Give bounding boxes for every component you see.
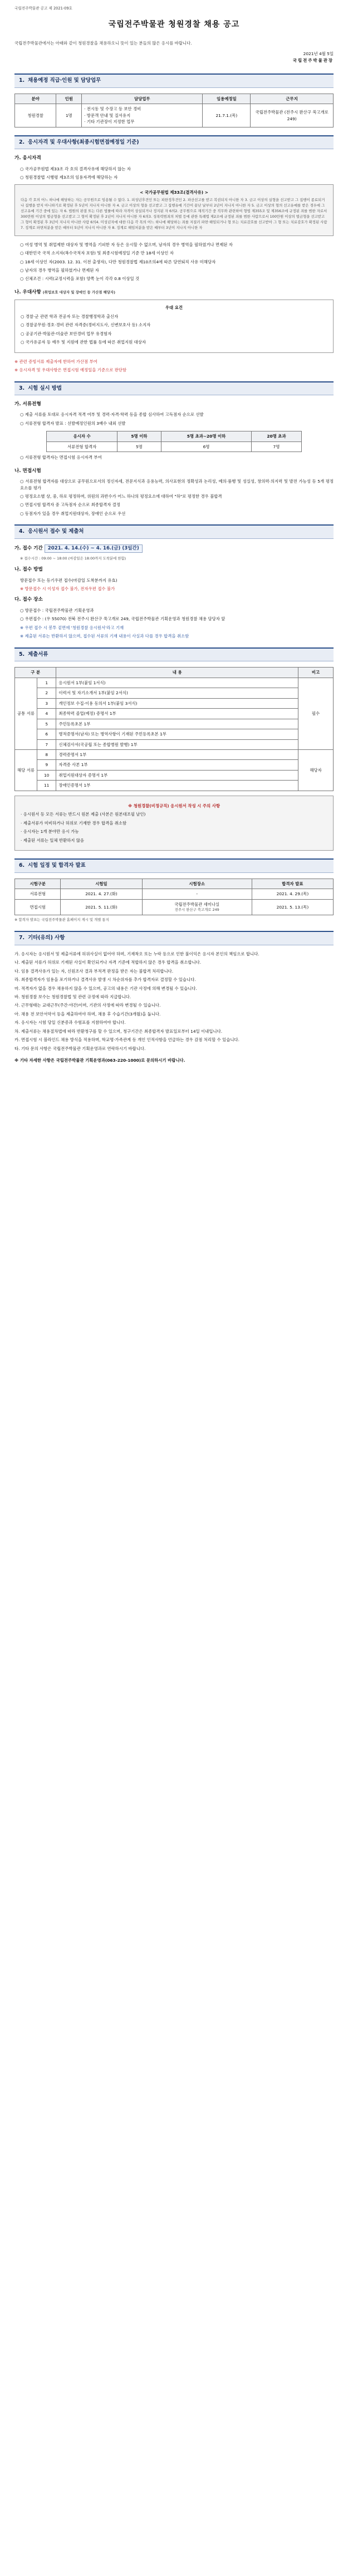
table-cell: 청원경찰 [15,104,56,127]
table-header-row [15,668,334,678]
documents-table [14,667,334,791]
section-title: 채용예정 직급·인원 및 담당업무 [28,77,101,84]
table-cell: 2021. 4. 29.(목) [252,889,333,899]
list-item: ○ 대한민국 국적 소지자(복수국적자 포함) 및 최종시험예정일 기준 만 18세 이상인 자 [20,251,174,256]
duty-item: · 방문객 안내 및 질서유지 [84,112,131,118]
list-item: 자. 응시자는 시험 당일 신분증과 수험표를 지참하여야 합니다. [14,1020,126,1026]
table-header-cell: 시험구분 [15,879,61,889]
table-header-cell: 5명 이하 [117,431,161,441]
table-row [15,739,334,749]
section-title: 시험 일정 및 합격자 발표 [28,862,86,869]
table-header-cell: 담당업무 [82,94,203,104]
table-row [15,104,334,127]
note-text: ※ 방문접수 시 이성자 접수 불가, 전자우편 접수 불가 [20,586,115,592]
list-item: · 응시원서 등 모든 서류는 반드시 원본 제출 (사본은 원본대조필 날인) [21,812,146,817]
list-item: 마. 적격자가 없을 경우 채용하지 않을 수 있으며, 공고의 내용은 기관 사정에 의해 변경될 수 있습니다. [14,985,197,991]
table-cell: 6 [37,729,56,739]
list-item: 다. 임용 결격사유가 있는 자, 신원조사 결과 부적격 판정을 받은 자는 불합격 처리합니다. [14,968,174,974]
table-cell: 7명 [252,441,301,452]
list-item: ○ 공공기관·박물관·미술관 보안경비 업무 유경험자 [21,331,112,336]
table-cell: 최종학력 졸업(예정) 증명서 1부 [56,709,298,719]
table-cell: 주민등록초본 1부 [56,719,298,729]
note-text: ※ 제출된 서류는 반환하지 않으며, 접수된 서류의 기재 내용이 사실과 다를 경우 합격을 취소함 [20,634,189,639]
table-cell: 장애인증명서 1부 [56,781,298,791]
section-number: 5. [19,651,25,658]
list-item: ○ 방문접수 : 국립전주박물관 기획운영과 [20,607,94,613]
note-text: ※ 합격자 발표는 국립전주박물관 홈페이지 게시 및 개별 통지 [14,917,109,923]
table-cell: - [142,889,252,899]
issuer-name: 국립전주박물관장 [292,57,334,63]
table-header-cell: 비고 [298,668,334,678]
list-item: ○ 국가유공자 등 예우 및 지원에 관한 법률 등에 따른 취업지원 대상자 [21,340,146,345]
section-number: 6. [19,862,25,869]
subsection-title: 다. 접수 장소 [14,597,43,603]
table-cell: 해당자 [298,750,334,791]
table-row [15,729,334,739]
section-number: 7. [19,935,25,941]
note-text: ※ 응시자격 및 우대사항은 면접시험 예정일을 기준으로 판단함 [14,367,127,373]
caution-box-title: ※ 청원경찰(비정규직) 응시원서 작성 시 주의 사항 [128,803,220,808]
table-cell: 병적증명서(남자) 또는 병역사항이 기재된 주민등록초본 1부 [56,729,298,739]
section-number: 4. [19,528,25,535]
list-item: ○ 국가공무원법 제33조 각 호의 결격사유에 해당하지 않는 자 [20,166,131,171]
table-cell: 필수 [298,678,334,749]
table-header-cell: 응시자 수 [47,431,117,441]
table-row [47,441,301,452]
page-title: 국립전주박물관 청원경찰 채용 공고 [108,20,240,30]
table-row [15,688,334,698]
announcement-number: 국립전주박물관 공고 제 2021-09호 [14,6,72,11]
venue-address: 전주시 완산구 쑥고개로 249 [174,907,219,912]
subsection-label: 가. 접수 기간 [14,546,43,551]
table-row [15,770,334,780]
list-item: ○ 평정요소별 상, 중, 하로 평정하며, 위원의 과반수가 어느 하나의 평정요소에 대하여 "하"로 평정한 경우 불합격 [20,494,222,499]
group-label: 해당 서류 [15,750,37,791]
list-item: · 제출된 서류는 일체 반환하지 않음 [21,837,85,843]
table-cell: 서류전형 [15,889,61,899]
law-box-title: < 국가공무원법 제33조(결격사유) > [140,189,208,195]
list-item: ○ 우편접수 : (우 55070) 전북 전주시 완산구 쑥고개로 249, 국립전주박물관 기획운영과 청원경찰 채용 담당자 앞 [20,616,226,622]
table-cell: 2021. 4. 27.(화) [61,889,142,899]
section-title: 시험 실시 방법 [28,385,62,391]
table-cell: 3 [37,698,56,708]
table-header-cell: 인원 [56,94,82,104]
table-header-cell: 내 용 [56,668,298,678]
table-cell: 2021. 5. 11.(화) [61,899,142,915]
contact-info: ※ 기타 자세한 사항은 국립전주박물관 기획운영과(063-220-1000)로 문의하시기 바랍니다. [14,1058,185,1063]
subsection-title [14,289,334,296]
venue-cell [142,899,252,915]
table-header-cell: 20명 초과 [252,431,301,441]
preference-box [14,300,334,352]
list-item: 바. 청원경찰 보수는 청원경찰법 및 관련 규정에 따라 지급합니다. [14,994,131,999]
table-row [15,899,334,915]
table-header-row [15,879,334,889]
table-cell: 11 [37,781,56,791]
table-cell: 5명 [117,441,161,452]
list-item: · 제출서류가 미비하거나 허위로 기재한 경우 합격을 취소함 [21,820,127,826]
signature-block [14,51,334,63]
subsection-title: 나. 면접시험 [14,468,41,474]
subsection-note: (취업보호 대상자 및 장애인 등 가산점 해당자) [42,290,116,295]
list-item: ○ 동점자가 있을 경우 취업지원대상자, 장애인 순으로 우선 [20,511,126,516]
table-cell: 21.7.1.(목) [203,104,251,127]
table-cell: 신체검사서(국공립 또는 종합병원 발행) 1부 [56,739,298,749]
subsection-title: 가. 서류전형 [14,401,41,408]
list-item: 라. 최종합격자가 임용을 포기하거나 결격사유 발생 시 차순위자를 추가 합격자로 결정할 수 있습니다. [14,977,196,983]
table-row [15,781,334,791]
table-row [15,709,334,719]
duties-cell [82,104,203,127]
table-cell: 1명 [56,104,82,127]
table-cell: 5 [37,719,56,729]
table-cell: 2 [37,688,56,698]
table-row [15,719,334,729]
table-cell: 6명 [161,441,251,452]
preference-box-title: 우대 요건 [165,305,183,311]
list-item: ○ 서류전형 합격자 발표 : 선발예정인원의 3배수 내외 선발 [20,420,126,426]
table-row [15,698,334,708]
list-item: 방문접수 또는 등기우편 접수(마감일 도착분까지 유효) [20,577,117,583]
section-3-header [14,381,334,396]
table-cell: 4 [37,709,56,719]
venue-name: 국립전주박물관 세미나실 [174,901,220,907]
list-item: ○ 서류전형 합격자는 면접시험 응시자격 부여 [20,455,102,460]
section-5-header [14,647,334,662]
list-item: 사. 근무형태는 교대근무(주간·야간)이며, 기관의 사정에 따라 변경될 수 있습니다. [14,1003,161,1008]
table-header-cell: 5명 초과~20명 이하 [161,431,251,441]
section-4-header [14,524,334,539]
section-2-header [14,135,334,150]
intro-text: 국립전주박물관에서는 아래와 같이 청원경찰을 채용하오니 뜻이 있는 분들의 많은 응시를 바랍니다. [14,40,192,46]
list-item: ○ 경찰·군 관련 학과 전공자 또는 경찰행정학과 출신자 [21,313,119,319]
list-item: 타. 기타 문의 사항은 국립전주박물관 기획운영과로 연락하시기 바랍니다. [14,1046,146,1051]
table-header-row [15,94,334,104]
table-cell: 10 [37,770,56,780]
table-cell: 이력서 및 자기소개서 1부(붙임 2서식) [56,688,298,698]
list-item: 가. 응시자는 응시원서 및 제출서류에 허위사실이 없어야 하며, 기재착오 또는 누락 등으로 인한 불이익은 응시자 본인의 책임으로 합니다. [14,951,259,956]
list-item: ○ 18세 이상인 자(2003. 12. 31. 이전 출생자), 다만 청원경찰법 제10조의4에 따른 당연퇴직 사유 미해당자 [20,259,216,264]
list-item: 나. 제출된 서류가 허위로 기재된 사실이 확인되거나 자격 기준에 적합하지 않은 경우 합격을 취소합니다. [14,960,202,965]
list-item: ○ 청원경찰법 시행령 제3조의 임용자격에 해당하는 자 [20,175,118,180]
law-box [14,184,334,236]
table-header-cell: 시험일 [61,879,142,889]
list-item: 카. 면접시험 시 블라인드 채용 방식을 적용하며, 학교명·가족관계 등 개인 인적사항을 언급하는 경우 감점 처리할 수 있습니다. [14,1037,239,1043]
table-cell: 응시원서 1부(붙임 1서식) [56,678,298,688]
section-title: 제출서류 [28,651,48,658]
section-6-header [14,858,334,873]
table-cell: 개인정보 수집·이용 동의서 1부(붙임 3서식) [56,698,298,708]
table-cell: 국립전주박물관 (전주시 완산구 쑥고개로 249) [251,104,334,127]
caution-box [14,796,334,851]
list-item: ○ 남자의 경우 병역을 필하였거나 면제된 자 [20,268,99,273]
table-cell: 7 [37,739,56,749]
table-row [15,750,334,760]
list-item: ○ 서류전형 합격자를 대상으로 공무원으로서의 정신자세, 전문지식과 응용능력, 의사표현의 정확성과 논리성, 예의·품행 및 성실성, 창의력·의지력 및 발전 가능성 등 5개 평정요소를 평가 [20,479,334,490]
table-cell: 면접시험 [15,899,61,915]
screening-table [46,431,301,452]
section-title: 응시원서 접수 및 제출처 [28,528,84,535]
table-cell: 서류전형 합격자 [47,441,117,452]
table-header-cell: 구 분 [15,668,56,678]
subsection-title [14,544,334,553]
group-label: 공통 서류 [15,678,37,749]
table-row [15,889,334,899]
law-box-text: 다음 각 호의 어느 하나에 해당하는 자는 공무원으로 임용될 수 없다. 1. 피성년후견인 또는 피한정후견인 2. 파산선고를 받고 복권되지 아니한 자 3. 금고 이상의 실형을 선고받고 그 집행이 종료되거나 집행을 받지 아니하기로 확정된 후 5년이 지나지 아니한 자 4. 금고 이상의 형을 선고받고 그 집행유예 기간이 끝난 날부터 2년이 지나지 아니한 자 5. 금고 이상의 형의 선고유예를 받은 경우에 그 선고유예 기간 중에 있는 자 6. 법원의 판결 또는 다른 법률에 따라 자격이 상실되거나 정지된 자 6의2. 공무원으로 재직기간 중 직무와 관련하여 형법 제355조 및 제356조에 규정된 죄를 범한 자로서 300만원 이상의 벌금형을 선고받고 그 형이 확정된 후 2년이 지나지 아니한 자 6의3. 성폭력범죄의 처벌 등에 관한 특례법 제2조에 규정된 죄를 범한 사람으로서 100만원 이상의 벌금형을 선고받고 그 형이 확정된 후 3년이 지나지 아니한 사람 6의4. 미성년자에 대한 다음 각 목의 어느 하나에 해당하는 죄를 저질러 파면·해임되거나 형 또는 치료감호를 선고받아 그 형 또는 치료감호가 확정된 사람 7. 징계로 파면처분을 받은 때부터 5년이 지나지 아니한 자 8. 징계로 해임처분을 받은 때부터 3년이 지나지 아니한 자 [21,198,327,230]
section-title: 기타(유의) 사항 [28,935,65,941]
subsection-title: 가. 응시자격 [14,155,41,161]
period-badge: 2021. 4. 14.(수) ~ 4. 16.(금) (3일간) [45,544,143,553]
section-title: 응시자격 및 우대사항(최종시험면접예정일 기준) [28,139,139,145]
subsection-label: 나. 우대사항 [14,289,41,295]
schedule-table [14,879,334,915]
section-number: 3. [19,385,25,391]
table-header-cell: 시험장소 [142,879,252,889]
note-text: ※ 우편 접수 시 봉투 겉면에 '청원경찰 응시원서'라고 기재 [20,625,124,630]
list-item: ○ 여성 병역 및 취업제한 대상자 및 병역을 기피한 자 등은 응시할 수 없으며, 남자의 경우 병역을 필하였거나 면제된 자 [20,242,233,247]
note-text: ※ 접수시간 : 09:00 ~ 18:00 (마감일은 18:00까지 도착분에 한함) [20,556,126,561]
subsection-title: 나. 접수 방법 [14,567,43,573]
section-1-header [14,73,334,88]
duty-item: · 전시동 및 수장고 등 보안 경비 [84,106,141,112]
table-header-row [47,431,301,441]
table-header-cell: 분야 [15,94,56,104]
positions-table [14,94,334,127]
duty-item: · 기타 기관장이 지정한 업무 [84,119,135,125]
list-item: ○ 신체조건 : 시력(교정시력을 포함) 양쪽 눈이 각각 0.8 이상일 것 [20,276,140,282]
list-item: · 응시자는 1개 분야만 응시 가능 [21,829,79,835]
section-7-header [14,931,334,945]
table-header-cell: 합격자 발표 [252,879,333,889]
list-item: ○ 면접시험 합격자 중 고득점자 순으로 최종합격자 결정 [20,502,120,508]
table-cell: 경력증명서 1부 [56,750,298,760]
section-number: 2. [19,139,25,145]
list-item: 차. 제출서류는 채용절차법에 따라 반환청구를 할 수 있으며, 청구기간은 최종합격자 발표일로부터 14일 이내입니다. [14,1028,223,1034]
list-item: ○ 경찰공무원·경호·경비 관련 자격증(경비지도사, 신변보호사 등) 소지자 [21,322,151,328]
list-item: 아. 채용 전 보안서약서 등을 제출하여야 하며, 채용 후 수습기간(3개월)을 둡니다. [14,1011,161,1017]
table-cell: 1 [37,678,56,688]
table-cell: 8 [37,750,56,760]
table-cell: 취업지원대상자 증명서 1부 [56,770,298,780]
table-row [15,678,334,688]
table-cell: 9 [37,760,56,770]
table-cell: 2021. 5. 13.(목) [252,899,333,915]
table-row [15,760,334,770]
table-header-cell: 근무지 [251,94,334,104]
table-header-cell: 임용예정일 [203,94,251,104]
section-number: 1. [19,77,25,84]
list-item: ○ 제출 서류를 토대로 응시자격 적격 여부 및 경력·자격·학력 등을 종합 심사하여 고득점자 순으로 선발 [20,412,204,418]
note-text: ※ 관련 증빙서류 제출자에 한하여 가산점 부여 [14,359,97,364]
table-cell: 자격증 사본 1부 [56,760,298,770]
issue-date: 2021년 4월 5일 [303,51,334,57]
